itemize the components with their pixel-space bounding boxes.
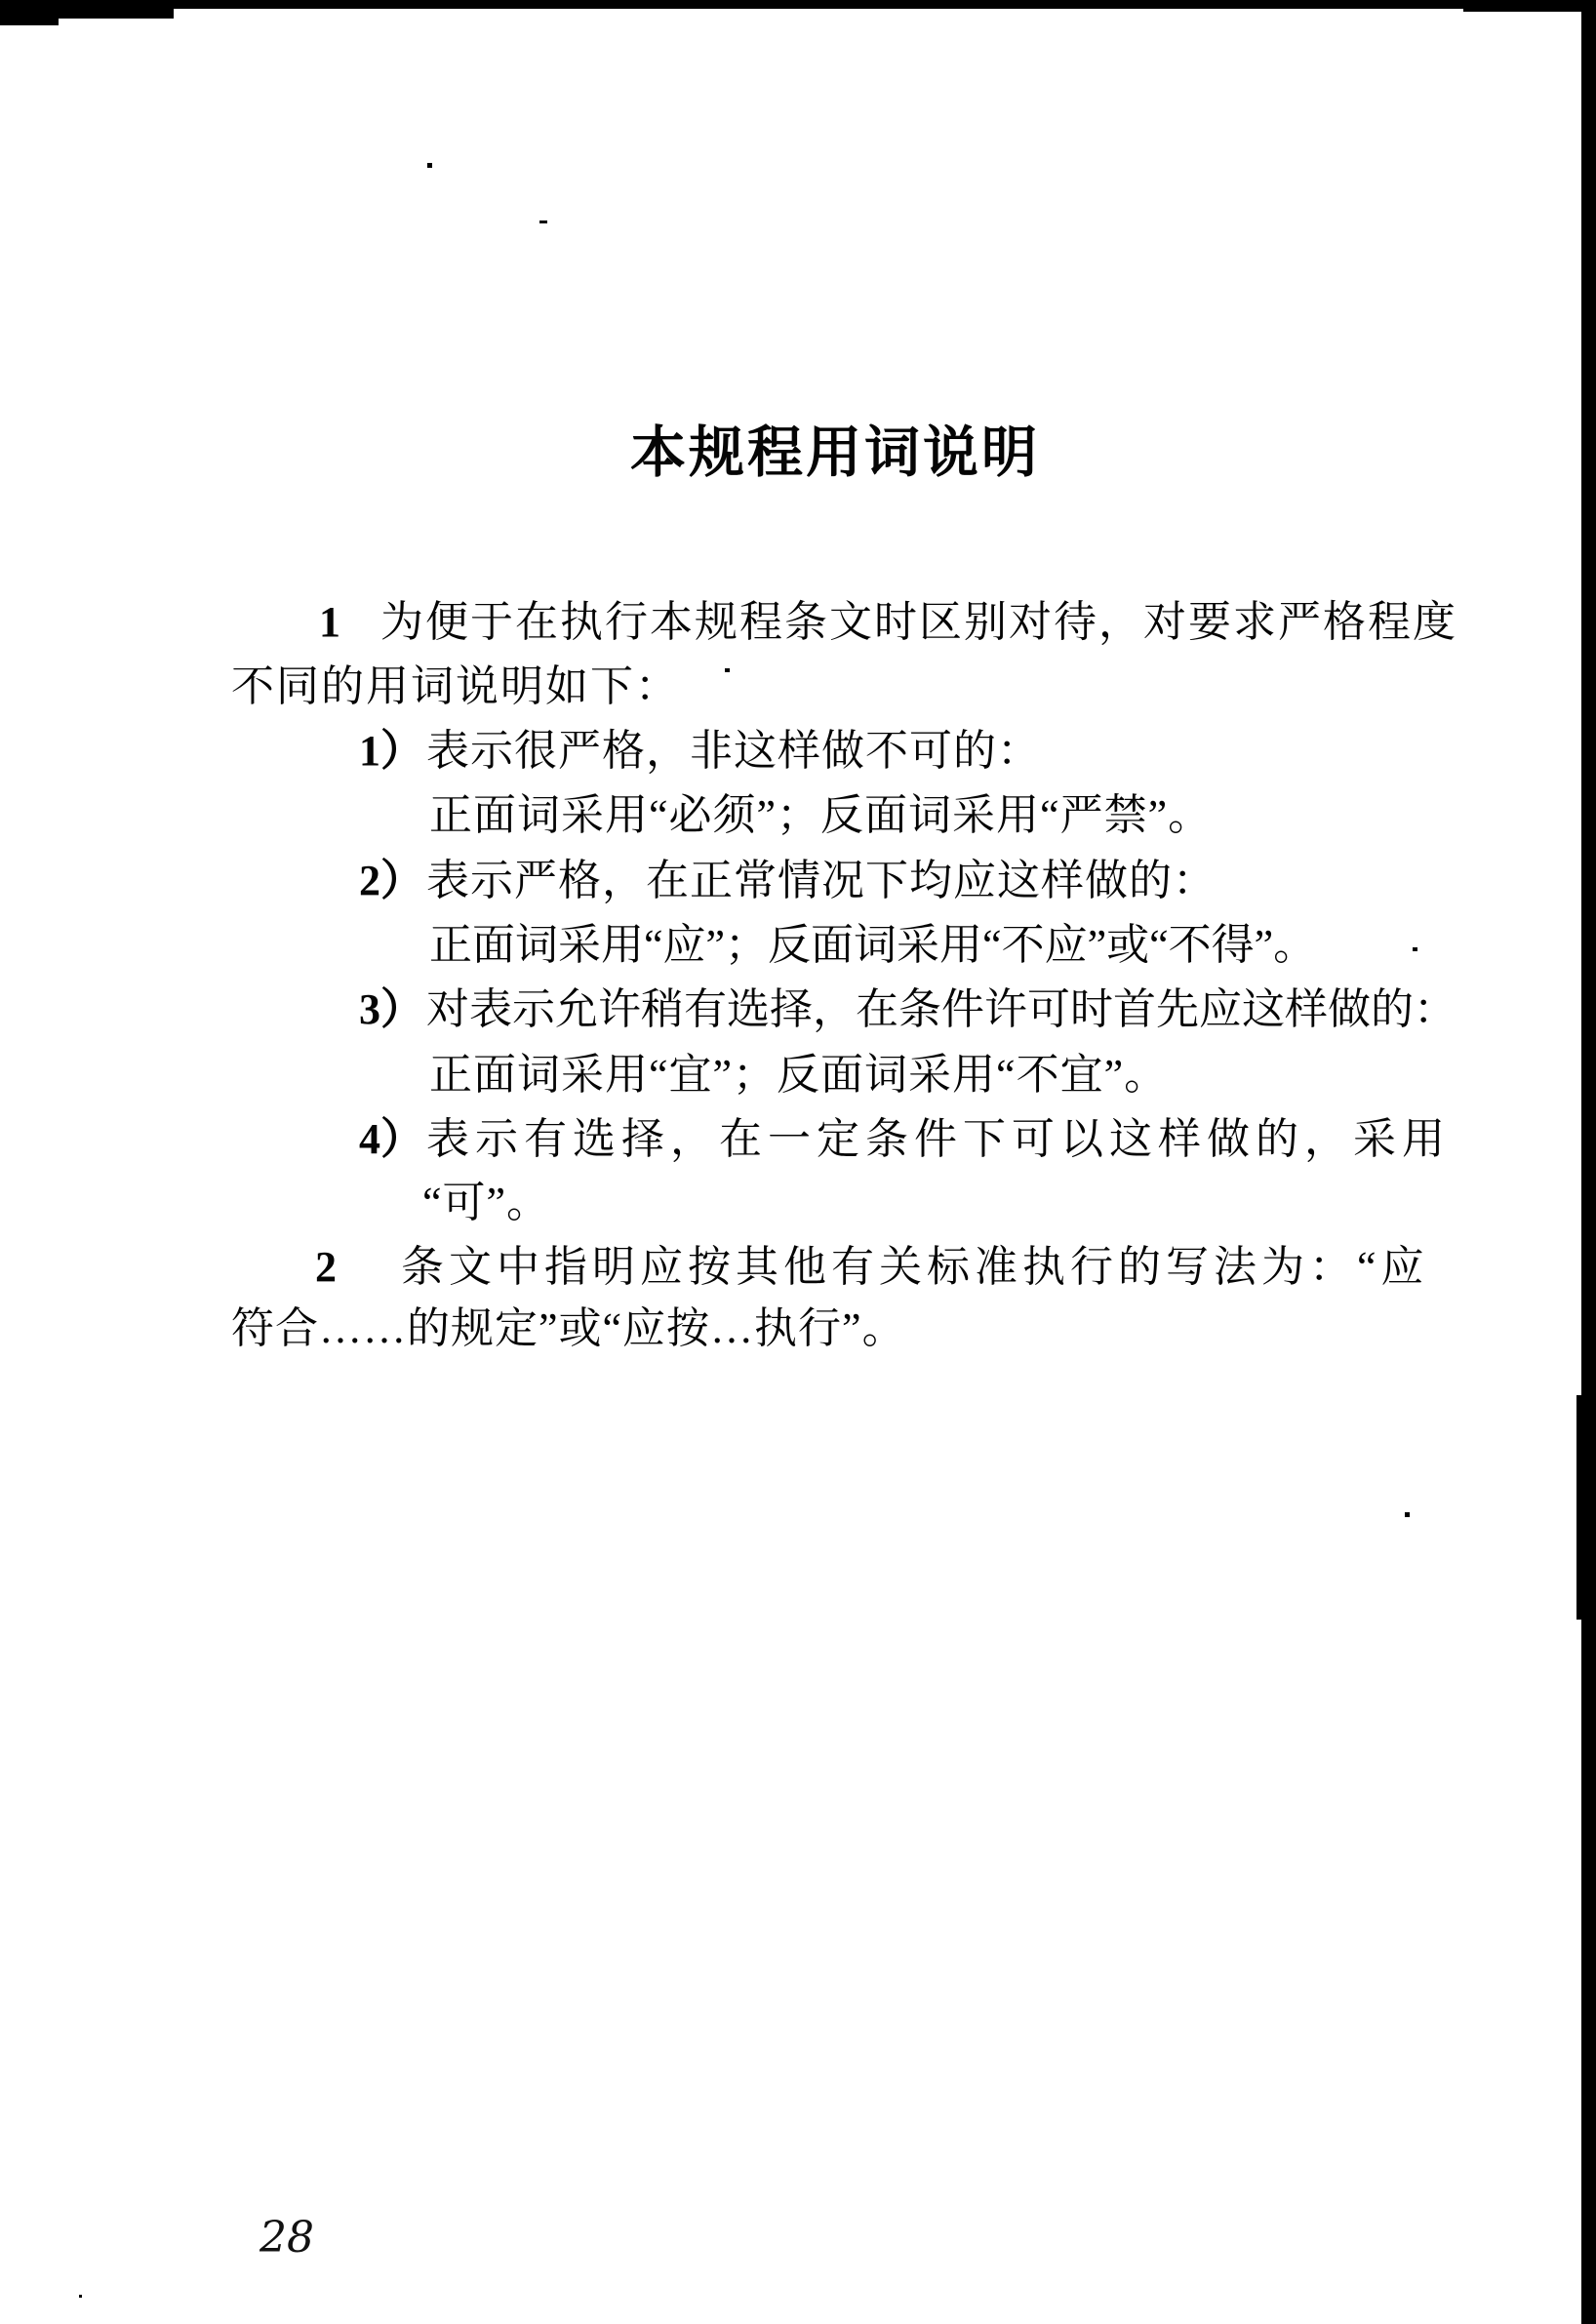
item-1-text-2: 正面词采用“必须”；反面词采用“严禁”。: [429, 791, 1213, 839]
item-2-text-1: 表示严格，在正常情况下均应这样做的：: [426, 857, 1217, 904]
item-2-line-1: [359, 854, 1217, 908]
para-1-number: 1: [319, 598, 340, 646]
item-2-text-2: 正面词采用“应”；反面词采用“不应”或“不得”。: [429, 921, 1317, 969]
item-3-number: 3）: [359, 985, 423, 1033]
item-1-line-1: [359, 724, 1041, 779]
page-number: 28: [259, 2213, 314, 2263]
para-1-text-2: 不同的用词说明如下：: [231, 662, 680, 710]
para-1-line-1: [319, 595, 1457, 650]
scan-speck: [1405, 1512, 1410, 1517]
item-1-text-1: 表示很严格，非这样做不可的：: [426, 727, 1041, 775]
item-3-line-1: [359, 982, 1456, 1037]
item-4-line-1: [359, 1112, 1451, 1167]
scan-artifact-top-left-blob: [0, 0, 59, 25]
scan-artifact-right-edge: [1581, 12, 1596, 2324]
item-4-line-2: [422, 1176, 550, 1230]
scan-speck: [427, 163, 432, 168]
para-2-text-1: 条文中指明应按其他有关标准执行的写法为：“应: [401, 1243, 1429, 1291]
item-4-text-1: 表示有选择，在一定条件下可以这样做的，采用: [426, 1115, 1451, 1163]
para-2-line-1: [315, 1240, 1429, 1295]
page-title: 本规程用词说明: [630, 422, 1040, 484]
para-2-number: 2: [315, 1243, 337, 1291]
item-3-line-2: [429, 1048, 1168, 1102]
item-2-number: 2）: [359, 857, 423, 904]
item-3-text-2: 正面词采用“宜”；反面词采用“不宜”。: [429, 1051, 1169, 1099]
scan-artifact-top-right: [1463, 4, 1586, 12]
para-2-line-2: [231, 1302, 906, 1356]
para-1-text-1: 为便于在执行本规程条文时区别对待，对要求严格程度: [380, 598, 1457, 646]
scan-artifact-right-bulge: [1576, 1395, 1583, 1620]
scan-speck: [1413, 947, 1417, 951]
item-2-line-2: [429, 918, 1316, 973]
scan-speck: [539, 220, 547, 223]
para-2-text-2: 符合……的规定”或“应按…执行”。: [231, 1304, 906, 1352]
item-1-number: 1）: [359, 727, 423, 775]
scan-speck: [725, 668, 730, 672]
item-3-text-1: 对表示允许稍有选择，在条件许可时首先应这样做的：: [426, 985, 1456, 1033]
scan-artifact-right-corner: [1585, 2, 1596, 18]
item-1-line-2: [429, 788, 1212, 843]
item-4-number: 4）: [359, 1115, 423, 1163]
item-4-text-2: “可”。: [422, 1179, 551, 1226]
scan-speck: [79, 2295, 82, 2298]
para-1-line-2: [231, 660, 680, 714]
scan-artifact-top-edge: [0, 0, 1596, 9]
